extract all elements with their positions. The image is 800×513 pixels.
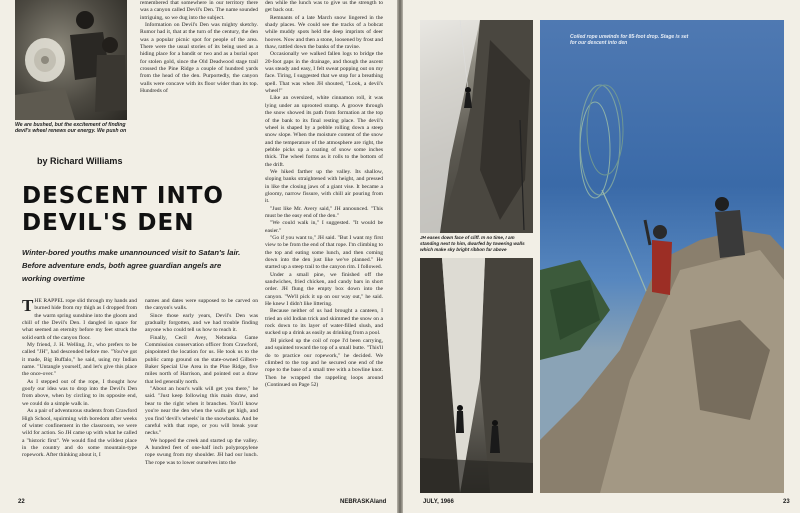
article-title — [22, 183, 252, 237]
paragraph: THE RAPPEL rope slid through my hands and burned hide from my thigh as I dropped from the warm spring sunshine into the gloom and chill of the Devil's Den. I dangled in space for what seemed an eternity before my feet struck the solid earth of the canyon floor. — [22, 296, 137, 341]
paragraph: "Go if you want to," JH said. "But I want my first view to be from the end of that rope. I'm climbing to the top and eating some lunch, and then coming down into the den just like we've planned." He started up a steep trail to the canyon rim. I followed. — [265, 235, 383, 271]
left-page — [0, 0, 397, 513]
article-subtitle: Winter-bored youths make unannounced visit to Satan's lair. Before adventure ends, both agree guardian angels are working overtime — [22, 248, 241, 283]
cliff-photo-bottom — [420, 258, 533, 493]
paragraph: remembered that somewhere in our territory there was a canyon called Devil's Den. The name sounded intriguing, so we dug into the subject. — [140, 0, 258, 21]
snow-wheel-photo — [15, 0, 127, 120]
article-column-1 — [22, 298, 137, 460]
article-column-top-middle — [140, 0, 258, 95]
photo-illustration — [15, 0, 127, 120]
paragraph: Remnants of a late March snow lingered in the shady places. We could see the tracks of a bobcat while muddy spots held the deep imprints of deer hooves. Now and then a stone, loosened by frost and thaw, rattled down the banks of the ravine. — [265, 14, 383, 51]
photo-caption: We are bushed, but the excitement of finding devil's wheel renews our energy. We push on — [15, 122, 127, 135]
canyon-illustration — [420, 258, 533, 493]
paragraph: Under a small pine, we finished off the sandwiches, fried chicken, and candy bars in short order. JH flung the empty box down into the canyon. "We'll pick it up on our way out," he said. He knew I didn't like littering. — [265, 271, 383, 308]
paragraph: We hopped the creek and started up the valley. A hundred feet of one-half inch polypropylene rope swung from my shoulder. JH had our lunch. The rope was to lower ourselves into the — [145, 437, 258, 466]
magazine-name: NEBRASKAland — [340, 499, 387, 505]
title-line: DESCENT INTO — [22, 183, 224, 209]
paragraph: My friend, J. H. Welling, Jr., who prefers to be called "JH", had descended before me. "You've got it made, Big Buffalo," he said, using my Indian name. "Untangle yourself, and let's give this place the once-over." — [22, 342, 137, 378]
paragraph: Occasionally we walked fallen logs to bridge the 20-foot gaps in the drainage, and though the ascent was steady and easy, I felt sweat popping out on my face. Tiring, I suggested that we stop for a breathing spell. That was when JH shouted, "Look, a devil's wheel!" — [265, 51, 383, 95]
paragraph: Information on Devil's Den was mighty sketchy. Rumor had it, that at the turn of the century, the den was a popular picnic spot for people of the area. There were the usual stories of its being used as a hiding place for a bandit or two and as a burial spot for stolen gold, since the Old Deadwood stage trail crossed the Pine Ridge a couple of hundred yards from the head of the den. Purportedly, the canyon walls were concave with its floor wider than its top. Hundreds of — [140, 22, 258, 95]
cliff-illustration — [420, 20, 533, 233]
article-column-right — [265, 0, 383, 389]
paragraph: den while the lunch was to give us the strength to get back out. — [265, 0, 383, 14]
photo-caption: Coiled rope unwinds for 85-foot drop. Stage is set for our descent into den — [570, 34, 689, 47]
paragraph: Since those early years, Devil's Den was gradually forgotten, and we had trouble finding anyone who could tell us how to reach it. — [145, 312, 258, 334]
color-photo-rope — [540, 20, 784, 493]
paragraph: names and dates were supposed to be carved on the canyon's walls. — [145, 298, 258, 312]
paragraph: Finally, Cecil Avey, Nebraska Game Commission conservation officer from Crawford, pinpointed the location for us. He took us to the public camp ground on the state-owned Gilbert-Baker Special Use Area in the Pine Ridge, five miles north of Harrison, and pointed out a draw that led generally north. — [145, 334, 258, 385]
paragraph: As I stepped out of the rope, I thought how goofy our idea was to drop into the Devil's Den from above, when by circling to its opposite end, we could do a simple walk in. — [22, 378, 137, 407]
paragraph: "About an hour's walk will get you there," he said. "Just keep following this main draw, and bear to the right when it branches. You'll know you're near the den when the walls get high, and you find 'devil's wheels' in the snowbanks. And be careful with that rope, or you will break your necks." — [145, 386, 258, 437]
paragraph: As a pair of adventurous students from Crawford High School, squirming with boredom after weeks of winter confinement in the classroom, we were wild for action. So JH came up with what he called a "historic first". We would find the wildest place in the country and do some mountain-type ropework. After thinking about it, I — [22, 408, 137, 459]
right-page — [403, 0, 800, 513]
drop-cap: T — [22, 296, 34, 315]
page-number: 22 — [18, 499, 25, 505]
paragraph: Like an oversized, white cinnamon roll, it was lying under an uprooted stump. A groove through the snow showed its path from formation at the top of the bank to its final resting place. The devil's wheel is shaped by a pebble rolling down a steep snow slope. When the moisture content of the snow and the temperature of the atmosphere are right, the pebble picks up a coating of snow some inches thick. The wheel forms as it rolls to the bottom of the drift. — [265, 95, 383, 168]
issue-date: JULY, 1966 — [423, 499, 454, 505]
paragraph: "We could walk in," I suggested. "It would be easier." — [265, 220, 383, 234]
title-line: DEVIL'S DEN — [22, 210, 195, 236]
paragraph: We hiked farther up the valley. Its shallow, sloping banks straightened with height, and pressed in like the closing jaws of a giant vise. It became a gloomy, narrow fissure, with chill air pouring from it. — [265, 168, 383, 205]
paragraph: JH picked up the coil of rope I'd been carrying, and squinted toward the top of a small butte. "This'll do to practice our ropework," he decided. We climbed to the top and he secured one end of the rope to the base of a small tree with a bowline knot. Then he wrapped the rappeling loops around (Continued on Page 52) — [265, 337, 383, 388]
byline: by Richard Williams — [37, 156, 123, 166]
paragraph: Because neither of us had brought a canteen, I tried an old Indian trick and skimmed the snow on a rock down to its layer of water-filled slush, and sucked up a drink as easily as drinking from a pool. — [265, 308, 383, 337]
photo-caption: JH eases down face of cliff. In no time, I am standing next to him, dwarfed by towering walls which make sky bright ribbon far above — [420, 235, 525, 252]
rope-illustration — [540, 20, 784, 493]
cliff-photo-top — [420, 20, 533, 233]
page-number: 23 — [783, 499, 790, 505]
article-column-2 — [145, 298, 258, 467]
paragraph: "Just like Mr. Avery said," JH announced. "This must be the easy end of the den." — [265, 205, 383, 219]
